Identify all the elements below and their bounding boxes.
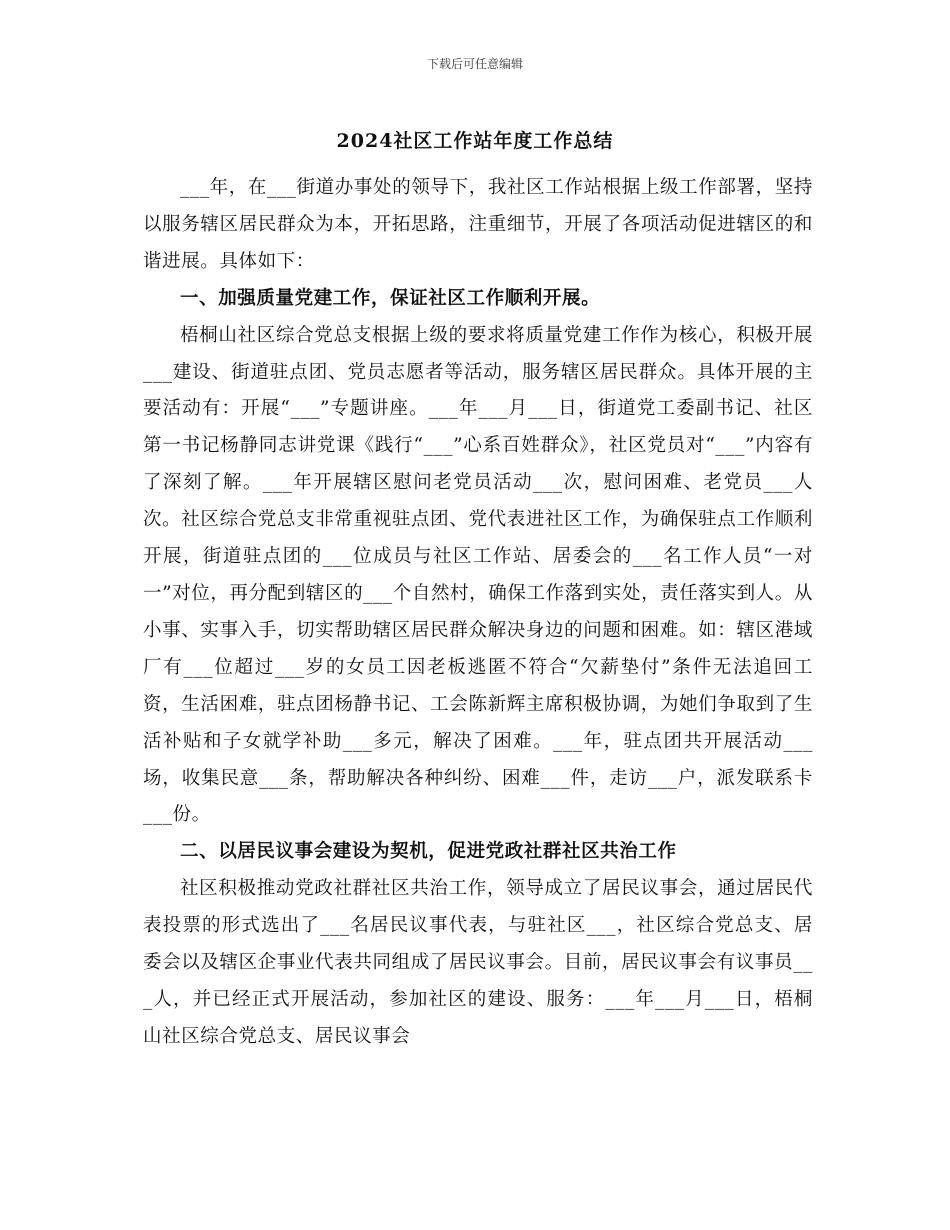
- page-header: 下载后可任意编辑: [426, 57, 523, 71]
- section-heading-2: 二、以居民议事会建设为契机，促进党政社群社区共治工作: [180, 841, 677, 863]
- intro-paragraph: ___年，在___街道办事处的领导下，我社区工作站根据上级工作部署，坚持以服务辖区居民群众为本，开拓思路，注重细节，开展了各项活动促进辖区的和谐进展。具体如下：: [143, 177, 813, 272]
- section-1-paragraph: 梧桐山社区综合党总支根据上级的要求将质量党建工作作为核心，积极开展___建设、街道驻点团、党员志愿者等活动，服务辖区居民群众。具体开展的主要活动有：开展“___”专题讲座。___年___月___日，街道党工委副书记、社区第一书记杨静同志讲党课《践行“___”心系百姓群众》，社区党员对“___”内容有了深刻了解。___年开展辖区慰问老党员活动___次，慰问困难、老党员___人次。社区综合党总支非常重视驻点团、党代表进社区工作，为确保驻点工作顺利开展，街道驻点团的___位成员与社区工作站、居委会的___名工作人员“一对一”对位，再分配到辖区的___个自然村，确保工作落到实处，责任落实到人。从小事、实事入手，切实帮助辖区居民群众解决身边的问题和困难。如：辖区港域厂有___位超过___岁的女员工因老板逃匿不符合“欠薪垫付”条件无法追回工资，生活困难，驻点团杨静书记、工会陈新辉主席积极协调，为她们争取到了生活补贴和子女就学补助___多元，解决了困难。___年，驻点团共开展活动___场，收集民意___条，帮助解决各种纠纷、困难___件，走访___户，派发联系卡___份。: [143, 324, 813, 826]
- section-2-paragraph: 社区积极推动党政社群社区共治工作，领导成立了居民议事会，通过居民代表投票的形式选出了___名居民议事代表，与驻社区___，社区综合党总支、居委会以及辖区企事业代表共同组成了居民议事会。目前，居民议事会有议事员___人，并已经正式开展活动，参加社区的建设、服务：___年___月___日，梧桐山社区综合党总支、居民议事会: [143, 878, 813, 1047]
- section-heading-1: 一、加强质量党建工作，保证社区工作顺利开展。: [180, 287, 601, 309]
- document-title: 2024社区工作站年度工作总结: [336, 130, 614, 152]
- document-body: [143, 170, 813, 1056]
